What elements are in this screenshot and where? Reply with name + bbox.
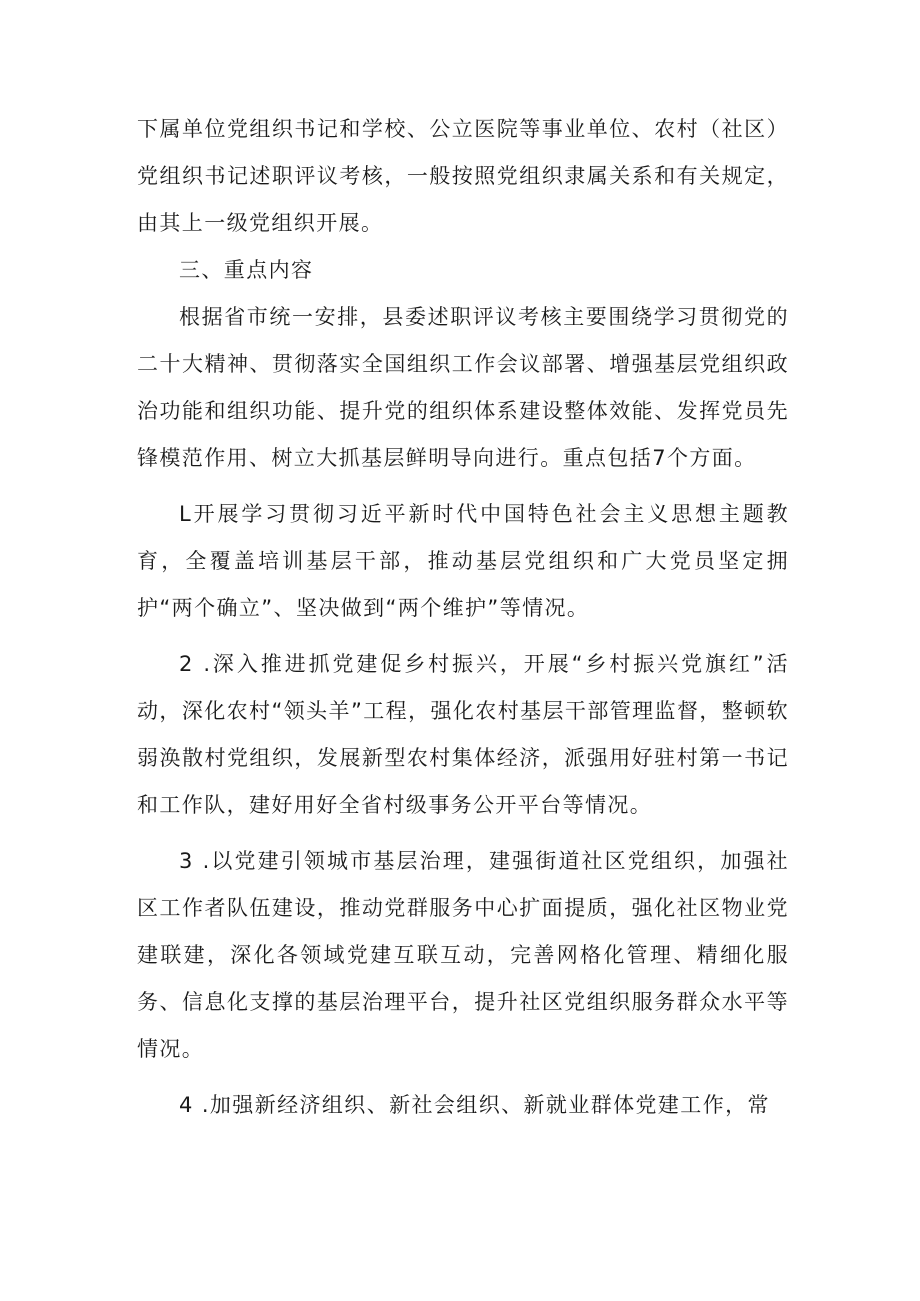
paragraph-item-1: L开展学习贯彻习近平新时代中国特色社会主义思想主题教育，全覆盖培训基层干部，推动基层党组织和广大党员坚定拥护“两个确立”、坚决做到“两个维护”等情况。 xyxy=(137,502,789,620)
paragraph-item-3: 3 .以党建引领城市基层治理，建强街道社区党组织，加强社区工作者队伍建设，推动党群服务中心扩面提质，强化社区物业党建联建，深化各领域党建互联互动，完善网格化管理、精细化服务、信息化支撑的基层治理平台，提升社区党组织服务群众水平等情况。 xyxy=(137,849,789,1061)
paragraph-item-2: 2 .深入推进抓党建促乡村振兴，开展“乡村振兴党旗红”活动，深化农村“领头羊”工程，强化农村基层干部管理监督，整顿软弱涣散村党组织，发展新型农村集体经济，派强用好驻村第一书记和工作队，建好用好全省村级事务公开平台等情况。 xyxy=(137,652,789,817)
paragraph-intro-continuation: 下属单位党组织书记和学校、公立医院等事业单位、农村（社区）党组织书记述职评议考核，一般按照党组织隶属关系和有关规定，由其上一级党组织开展。 xyxy=(137,117,789,235)
document-body xyxy=(137,106,789,1129)
paragraph-overview: 根据省市统一安排，县委述职评议考核主要围绕学习贯彻党的二十大精神、贯彻落实全国组织工作会议部署、增强基层党组织政治功能和组织功能、提升党的组织体系建设整体效能、发挥党员先锋模范作用、树立大抓基层鲜明导向进行。重点包括7个方面。 xyxy=(137,305,789,470)
paragraph-item-4: 4 .加强新经济组织、新社会组织、新就业群体党建工作，常 xyxy=(179,1093,770,1117)
section-heading-key-content: 三、重点内容 xyxy=(179,258,314,282)
